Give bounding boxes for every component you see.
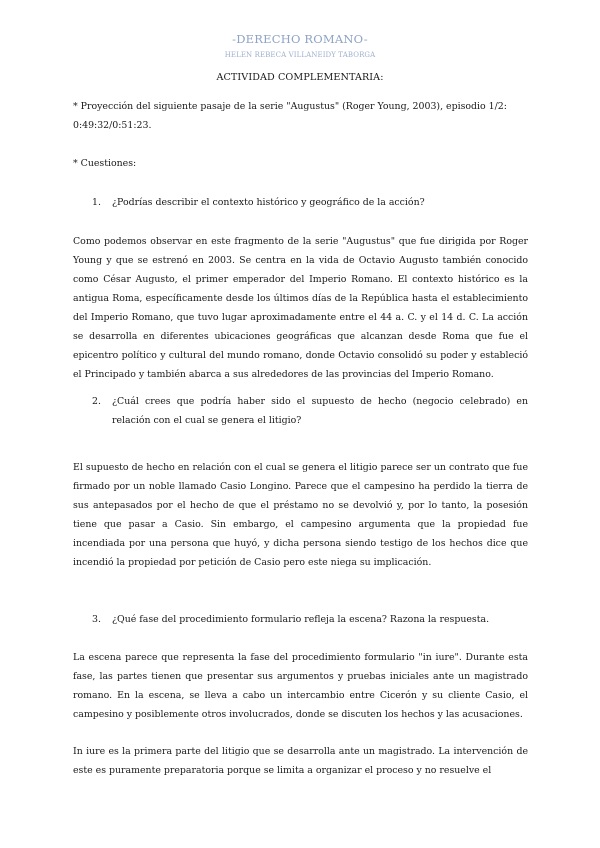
- projection-text: * Proyección del siguiente pasaje de la serie "Augustus" (Roger Young, 2003), episodio 1/2: 0:49:32/0:51:23.: [73, 101, 507, 131]
- answer-3-paragraph-1: La escena parece que representa la fase del procedimiento formulario "in iure". Durante esta fase, las partes tienen que presentar sus argumentos y pruebas iniciales ante un magistrado romano. En la escena, se lleva a cabo un intercambio entre Cicerón y su cliente Casio, el campesino y posiblemente otros involucrados, donde se discuten los hechos y las acusaciones.: [73, 652, 528, 720]
- question-3: [92, 610, 528, 629]
- question-3-text: ¿Qué fase del procedimiento formulario refleja la escena? Razona la respuesta.: [112, 614, 490, 625]
- question-3-number: 3.: [92, 614, 101, 625]
- answer-2: El supuesto de hecho en relación con el cual se genera el litigio parece ser un contrato que fue firmado por un noble llamado Casio Longino. Parece que el campesino ha perdido la tierra de sus antepasados por el hecho de que el préstamo no se devolvió y, por lo tanto, la posesión tiene que pasar a Casio. Sin embargo, el campesino argumenta que la propiedad fue incendiada por una persona que huyó, y dicha persona siendo testigo de los hechos dice que incendió la propiedad por petición de Casio pero este niega su implicación.: [73, 462, 528, 568]
- question-1: [92, 193, 528, 212]
- question-2-text: ¿Cuál crees que podría haber sido el supuesto de hecho (negocio celebrado) en relación con el cual se genera el litigio?: [112, 396, 528, 426]
- course-header: -DERECHO ROMANO-: [232, 32, 368, 46]
- answer-3-paragraph-2: In iure es la primera parte del litigio que se desarrolla ante un magistrado. La intervención de este es puramente preparatoria porque se limita a organizar el proceso y no resuelve el: [73, 746, 528, 776]
- answer-1: Como podemos observar en este fragmento de la serie "Augustus" que fue dirigida por Roger Young y que se estrenó en 2003. Se centra en la vida de Octavio Augusto también conocido como César Augusto, el primer emperador del Imperio Romano. El contexto histórico es la antigua Roma, específicamente desde los últimos días de la República hasta el establecimiento del Imperio Romano, que tuvo lugar aproximadamente entre el 44 a. C. y el 14 d. C. La acción se desarrolla en diferentes ubicaciones geográficas que alcanzan desde Roma que fue el epicentro político y cultural del mundo romano, donde Octavio consolidó su poder y estableció el Principado y también abarca a sus alrededores de las provincias del Imperio Romano.: [73, 236, 528, 380]
- question-1-number: 1.: [92, 197, 101, 208]
- author-header: HELEN REBECA VILLANEIDY TABORGA: [224, 51, 376, 59]
- questions-label: * Cuestiones:: [73, 158, 137, 169]
- question-2: [92, 392, 528, 430]
- question-2-number: 2.: [92, 396, 101, 407]
- question-1-text: ¿Podrías describir el contexto histórico y geográfico de la acción?: [112, 197, 425, 208]
- document-title: ACTIVIDAD COMPLEMENTARIA:: [216, 72, 384, 83]
